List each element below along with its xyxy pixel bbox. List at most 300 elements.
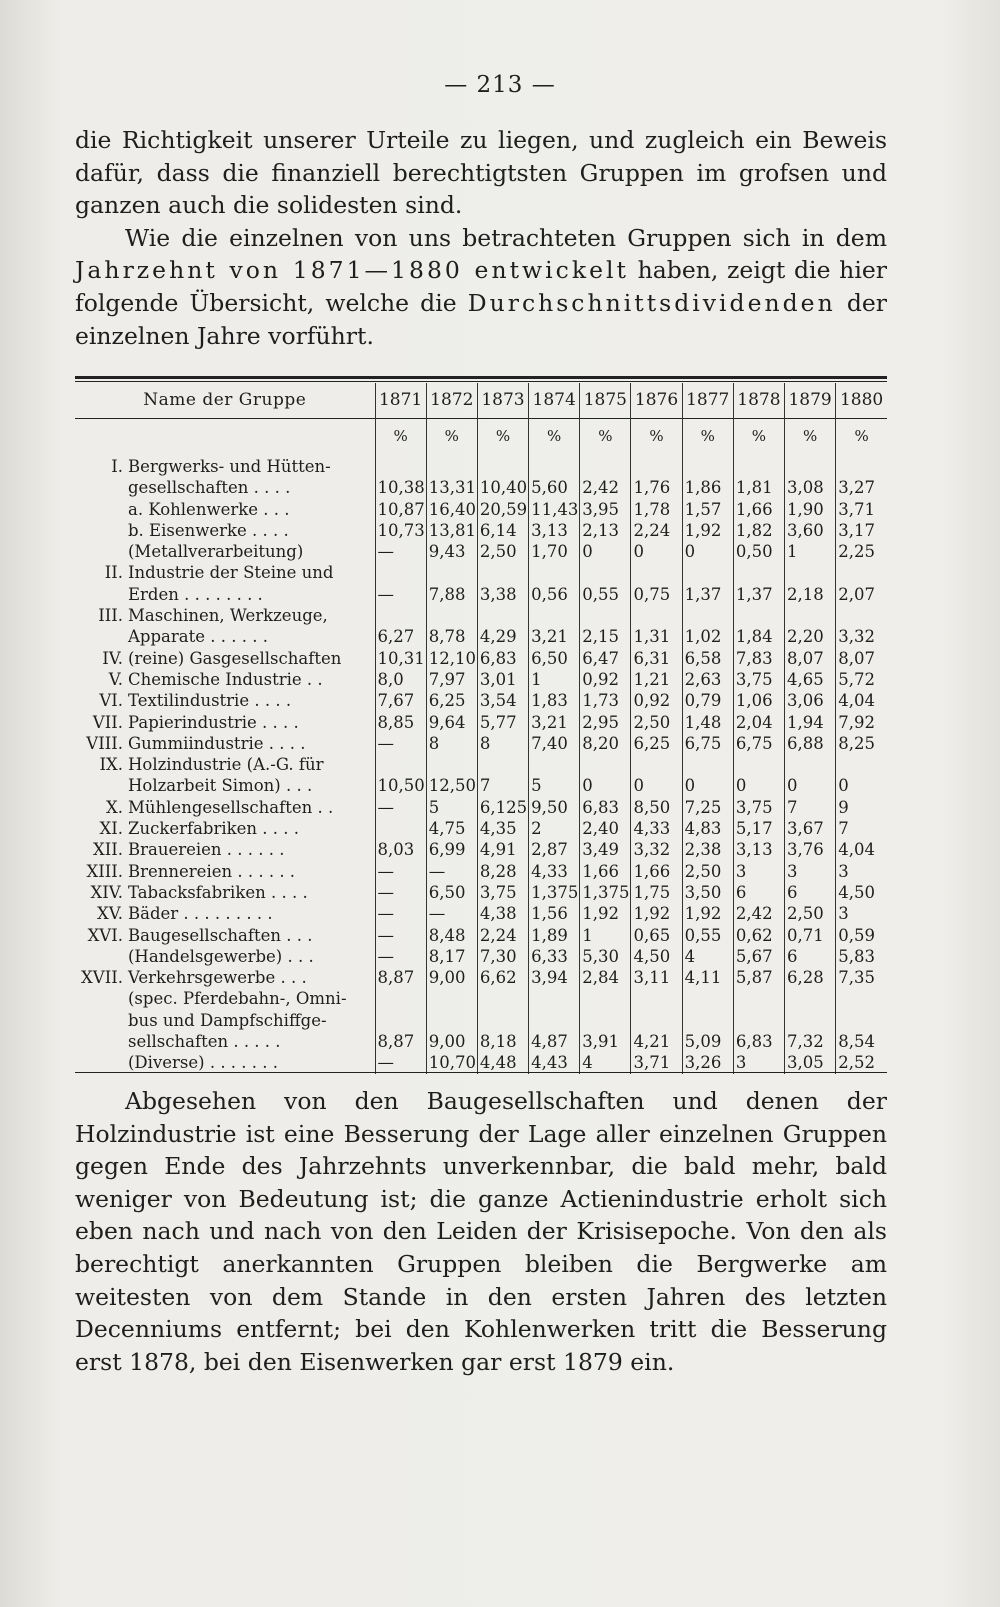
group-name-cell [75, 1010, 375, 1031]
dividend-value [375, 562, 426, 583]
dividend-value: 4,04 [836, 690, 887, 711]
dividend-value: 4,43 [529, 1052, 580, 1073]
group-name-cell [75, 648, 375, 669]
dividend-value: 2,95 [580, 712, 631, 733]
dividend-value: — [426, 903, 477, 924]
dividend-value [785, 754, 836, 775]
dividend-value: 10,40 [477, 477, 528, 498]
dividend-value: 1,78 [631, 499, 682, 520]
paragraph-3: Abgesehen von den Baugesellschaften und denen der Holzindustrie ist eine Besserung der Lage aller einzelnen Gruppen gegen Ende des Jahrzehnts unverkennbar, die bald mehr, bald weniger von Bedeutung ist; die ganze Actienindustrie erholt sich eben nach und nach von den Leiden der Krisisepoche. Von den als berechtigt anerkannten Gruppen bleiben die Bergwerke am weitesten von dem Stande in den ersten Jahren des letzten Decenniums entfernt; bei den Kohlenwerken tritt die Besserung erst 1878, bei den Eisenwerken gar erst 1879 ein. [75, 1087, 887, 1376]
dividend-value: 3,54 [477, 690, 528, 711]
group-label: Textilindustrie . . . . [128, 691, 292, 711]
group-numeral: XVII. [81, 968, 123, 988]
dividend-value: 0,92 [580, 669, 631, 690]
dividend-value: 4,65 [785, 669, 836, 690]
group-label: (reine) Gasgesellschaften [128, 648, 342, 668]
dividend-value: 2,84 [580, 967, 631, 988]
dividend-value: 4,33 [529, 861, 580, 882]
dividend-value: 8 [426, 733, 477, 754]
percent-unit: % [631, 416, 682, 456]
dividend-value [785, 605, 836, 626]
dividend-value: 1,92 [631, 903, 682, 924]
table-row [75, 818, 887, 839]
dividend-value: 5 [426, 797, 477, 818]
dividend-value: 1,70 [529, 541, 580, 562]
dividend-value: 3,11 [631, 967, 682, 988]
dividend-value: 3,05 [785, 1052, 836, 1073]
group-name-cell [75, 754, 375, 775]
group-label: Maschinen, Werkzeuge, [128, 606, 328, 626]
dividend-value: 2,25 [836, 541, 887, 562]
dividend-value: 3,32 [631, 839, 682, 860]
dividend-value: 0,92 [631, 690, 682, 711]
dividend-value: 1,31 [631, 626, 682, 647]
dividend-value: 2,13 [580, 520, 631, 541]
group-name-cell [75, 861, 375, 882]
dividend-value: 0,75 [631, 584, 682, 605]
conclusion-text [75, 1085, 887, 1378]
dividend-value: 9,43 [426, 541, 477, 562]
percent-unit: % [375, 416, 426, 456]
dividend-value [733, 988, 784, 1009]
dividend-value: 4 [682, 946, 733, 967]
dividend-value [375, 754, 426, 775]
dividend-value: 1,21 [631, 669, 682, 690]
group-numeral: VII. [92, 712, 123, 732]
group-numeral: X. [106, 797, 123, 817]
dividend-value: 6,99 [426, 839, 477, 860]
group-label: a. Kohlenwerke . . . [128, 499, 290, 519]
dividend-value: 7,67 [375, 690, 426, 711]
dividend-value: 10,87 [375, 499, 426, 520]
dividend-value: 0,55 [682, 925, 733, 946]
dividend-value: 5,83 [836, 946, 887, 967]
dividend-value: 2,07 [836, 584, 887, 605]
dividend-value: 9,50 [529, 797, 580, 818]
dividend-value [733, 605, 784, 626]
group-name-cell [75, 477, 375, 498]
dividend-value: 4,50 [631, 946, 682, 967]
dividend-value: 3 [733, 861, 784, 882]
dividend-value: 8,07 [785, 648, 836, 669]
dividend-value: 0,50 [733, 541, 784, 562]
dividend-value: 4,33 [631, 818, 682, 839]
dividend-value: 0,79 [682, 690, 733, 711]
dividend-value: 1,66 [733, 499, 784, 520]
dividend-value: 10,50 [375, 775, 426, 796]
dividend-value: 13,81 [426, 520, 477, 541]
dividend-value [375, 1010, 426, 1031]
group-label: Tabacksfabriken . . . . [128, 882, 308, 902]
dividend-value [477, 605, 528, 626]
dividend-value [631, 754, 682, 775]
table-row [75, 754, 887, 775]
dividend-value: 3,01 [477, 669, 528, 690]
dividend-value: 4,04 [836, 839, 887, 860]
group-name-cell [75, 925, 375, 946]
dividend-value [836, 456, 887, 477]
dividend-value: 9,00 [426, 967, 477, 988]
dividend-value: 1,84 [733, 626, 784, 647]
dividend-value: 2,38 [682, 839, 733, 860]
group-numeral: IV. [102, 648, 123, 668]
group-name-cell [75, 903, 375, 924]
dividend-value: 1,66 [631, 861, 682, 882]
group-numeral: XVI. [87, 925, 123, 945]
percent-unit: % [529, 416, 580, 456]
dividend-value: 3,91 [580, 1031, 631, 1052]
dividend-value [580, 456, 631, 477]
dividend-value: 7,83 [733, 648, 784, 669]
group-numeral: II. [104, 563, 123, 583]
table-row [75, 1052, 887, 1073]
table-row [75, 946, 887, 967]
dividend-value: 7 [785, 797, 836, 818]
dividend-value: 2,15 [580, 626, 631, 647]
column-header-year: 1879 [785, 383, 836, 416]
dividend-value: 0 [733, 775, 784, 796]
dividend-value: 3 [836, 861, 887, 882]
dividend-value: 3,32 [836, 626, 887, 647]
dividend-value: — [375, 733, 426, 754]
dividend-value: 3,13 [733, 839, 784, 860]
dividend-value: 7 [836, 818, 887, 839]
dividend-value: 10,73 [375, 520, 426, 541]
dividend-value: 2,04 [733, 712, 784, 733]
table-row [75, 1031, 887, 1052]
table-row [75, 861, 887, 882]
dividend-value: 3,17 [836, 520, 887, 541]
dividend-value: 8,0 [375, 669, 426, 690]
dividend-value: — [375, 882, 426, 903]
dividend-value: 10,70 [426, 1052, 477, 1073]
dividend-value: 1,375 [580, 882, 631, 903]
dividend-value: 5,60 [529, 477, 580, 498]
dividend-value: — [375, 925, 426, 946]
dividend-value: 0 [580, 541, 631, 562]
dividend-value: 1,86 [682, 477, 733, 498]
group-name-cell [75, 626, 375, 647]
dividend-value: 8,28 [477, 861, 528, 882]
dividend-value: 1,48 [682, 712, 733, 733]
dividend-value: 6,83 [733, 1031, 784, 1052]
group-label: Brennereien . . . . . . [128, 861, 296, 881]
dividend-value [529, 562, 580, 583]
dividend-value: — [375, 1052, 426, 1073]
group-name-cell [75, 775, 375, 796]
dividend-value: 8,87 [375, 967, 426, 988]
dividend-value: 3,71 [631, 1052, 682, 1073]
table-row [75, 712, 887, 733]
dividend-value: 4,75 [426, 818, 477, 839]
table-row [75, 499, 887, 520]
column-header-year: 1875 [580, 383, 631, 416]
dividend-value [631, 562, 682, 583]
group-label: Gummiindustrie . . . . [128, 733, 306, 753]
dividend-value: 3,60 [785, 520, 836, 541]
table-top-rule-thin [75, 381, 887, 382]
dividend-value: 6,50 [529, 648, 580, 669]
dividend-value: 3,21 [529, 626, 580, 647]
dividend-value: 8,25 [836, 733, 887, 754]
table-row [75, 733, 887, 754]
dividend-value: 5,30 [580, 946, 631, 967]
table-row [75, 520, 887, 541]
group-numeral: V. [108, 669, 123, 689]
paragraph-2-c: der einzelnen Jahre vorführt. [75, 288, 887, 350]
group-name-cell [75, 818, 375, 839]
dividend-value: 4,35 [477, 818, 528, 839]
table-row [75, 1010, 887, 1031]
dividend-value: 7,35 [836, 967, 887, 988]
dividend-value [426, 562, 477, 583]
percent-unit: % [785, 416, 836, 456]
dividend-value: 0 [785, 775, 836, 796]
dividend-value: 2,52 [836, 1052, 887, 1073]
dividend-value: 6,58 [682, 648, 733, 669]
table-row [75, 648, 887, 669]
table-row [75, 562, 887, 583]
dividend-value: 7,92 [836, 712, 887, 733]
dividend-value: 8,03 [375, 839, 426, 860]
group-name-cell [75, 605, 375, 626]
dividend-value: 2,40 [580, 818, 631, 839]
group-name-cell [75, 1031, 375, 1052]
dividend-value: 3,67 [785, 818, 836, 839]
table-row [75, 669, 887, 690]
group-name-cell [75, 882, 375, 903]
dividend-value: 1,83 [529, 690, 580, 711]
dividend-value [631, 456, 682, 477]
group-label: bus und Dampfschiffge- [128, 1010, 327, 1030]
dividend-value [580, 562, 631, 583]
dividend-value: 0 [682, 541, 733, 562]
percent-unit: % [682, 416, 733, 456]
table-row [75, 925, 887, 946]
dividend-value: 4 [580, 1052, 631, 1073]
dividend-value: 13,31 [426, 477, 477, 498]
dividend-value [836, 605, 887, 626]
dividend-value: 1 [529, 669, 580, 690]
group-name-cell [75, 733, 375, 754]
dividend-value [477, 562, 528, 583]
group-numeral: XV. [96, 904, 123, 924]
dividend-value: 6,75 [733, 733, 784, 754]
unit-row [75, 416, 887, 456]
dividend-value [682, 605, 733, 626]
group-name-cell [75, 988, 375, 1009]
dividend-value: 3,26 [682, 1052, 733, 1073]
dividend-value: 6,50 [426, 882, 477, 903]
dividend-value: 6,31 [631, 648, 682, 669]
column-header-year: 1877 [682, 383, 733, 416]
dividend-value: 8,07 [836, 648, 887, 669]
dividend-value: 1,89 [529, 925, 580, 946]
dividend-value: 2,42 [580, 477, 631, 498]
dividend-value: 1 [580, 925, 631, 946]
table-top-rule [75, 376, 887, 379]
dividend-value: 3,75 [733, 797, 784, 818]
dividend-value: 9 [836, 797, 887, 818]
group-numeral: IX. [99, 755, 123, 775]
table-row [75, 797, 887, 818]
dividend-value: 12,50 [426, 775, 477, 796]
dividend-value: 0 [682, 775, 733, 796]
dividend-value: 12,10 [426, 648, 477, 669]
group-numeral: XIV. [90, 882, 123, 902]
dividend-value: 8,54 [836, 1031, 887, 1052]
dividend-value: — [375, 541, 426, 562]
table-row [75, 988, 887, 1009]
dividend-value: 3,71 [836, 499, 887, 520]
dividend-value: 6,83 [477, 648, 528, 669]
dividend-value [375, 456, 426, 477]
dividend-value [733, 754, 784, 775]
dividend-value: 8,18 [477, 1031, 528, 1052]
dividend-value: 3,94 [529, 967, 580, 988]
dividend-value: 1,37 [682, 584, 733, 605]
dividend-value: 0,56 [529, 584, 580, 605]
dividend-value: 4,29 [477, 626, 528, 647]
table-row [75, 903, 887, 924]
dividend-value: 1,75 [631, 882, 682, 903]
dividend-value [529, 456, 580, 477]
dividend-value: 1,56 [529, 903, 580, 924]
dividend-value: 1,66 [580, 861, 631, 882]
dividend-value [785, 1010, 836, 1031]
dividend-value: 8,85 [375, 712, 426, 733]
group-name-cell [75, 541, 375, 562]
dividend-value: 8,78 [426, 626, 477, 647]
group-label: Zuckerfabriken . . . . [128, 819, 300, 839]
dividend-value: 6,125 [477, 797, 528, 818]
column-header-year: 1873 [477, 383, 528, 416]
dividend-value: 2,24 [631, 520, 682, 541]
dividend-value: 9,00 [426, 1031, 477, 1052]
dividend-value: 1,37 [733, 584, 784, 605]
paragraph-1: die Richtigkeit unserer Urteile zu liegen, und zugleich ein Beweis dafür, dass die finanziell berechtigtsten Gruppen im grofsen und ganzen auch die solidesten sind. [75, 126, 887, 220]
dividend-value [836, 1010, 887, 1031]
dividend-value: 1,76 [631, 477, 682, 498]
group-label: Bergwerks- und Hütten- [128, 457, 331, 476]
dividend-value: 2,50 [785, 903, 836, 924]
dividend-value: 0 [631, 775, 682, 796]
dividend-value: 3,75 [733, 669, 784, 690]
dividend-value: 3 [836, 903, 887, 924]
dividend-table [75, 383, 887, 1074]
dividend-value: 2,50 [477, 541, 528, 562]
dividend-value: 16,40 [426, 499, 477, 520]
group-label: Erden . . . . . . . . [128, 584, 263, 604]
dividend-value [529, 754, 580, 775]
group-label: (spec. Pferdebahn-, Omni- [128, 989, 347, 1009]
table-row [75, 626, 887, 647]
dividend-value: 7,30 [477, 946, 528, 967]
dividend-value: 8,48 [426, 925, 477, 946]
dividend-value: 1,94 [785, 712, 836, 733]
group-label: Brauereien . . . . . . [128, 840, 285, 860]
dividend-value: 1,57 [682, 499, 733, 520]
dividend-value: 1,73 [580, 690, 631, 711]
group-label: sellschaften . . . . . [128, 1032, 281, 1052]
group-name-cell [75, 712, 375, 733]
dividend-value [836, 754, 887, 775]
dividend-value [785, 988, 836, 1009]
dividend-value: — [375, 797, 426, 818]
dividend-value [426, 988, 477, 1009]
table-header-row [75, 383, 887, 416]
column-header-year: 1874 [529, 383, 580, 416]
dividend-value: — [375, 903, 426, 924]
dividend-value [631, 1010, 682, 1031]
dividend-value: 0 [580, 775, 631, 796]
dividend-value: 4,48 [477, 1052, 528, 1073]
dividend-value: 6 [733, 882, 784, 903]
group-label: Industrie der Steine und [128, 563, 334, 583]
dividend-value: 4,11 [682, 967, 733, 988]
dividend-value: 3,21 [529, 712, 580, 733]
column-header-year: 1872 [426, 383, 477, 416]
dividend-value: 5,77 [477, 712, 528, 733]
group-name-cell [75, 520, 375, 541]
dividend-value [375, 605, 426, 626]
column-header-year: 1878 [733, 383, 784, 416]
dividend-value [375, 818, 426, 839]
dividend-value: 7 [477, 775, 528, 796]
dividend-value: 6 [785, 882, 836, 903]
dividend-value [836, 562, 887, 583]
group-name-cell [75, 669, 375, 690]
dividend-value: 2,20 [785, 626, 836, 647]
dividend-value [477, 1010, 528, 1031]
dividend-value: 20,59 [477, 499, 528, 520]
group-numeral: VIII. [86, 733, 123, 753]
column-header-year: 1876 [631, 383, 682, 416]
dividend-value [426, 754, 477, 775]
dividend-value: 3 [733, 1052, 784, 1073]
page-number: — 213 — [444, 72, 556, 98]
dividend-value: 5,17 [733, 818, 784, 839]
group-label: Papierindustrie . . . . [128, 712, 299, 732]
dividend-value: 6 [785, 946, 836, 967]
group-label: Mühlengesellschaften . . [128, 797, 334, 817]
dividend-value: 1,90 [785, 499, 836, 520]
dividend-value: 6,47 [580, 648, 631, 669]
dividend-value: 3,75 [477, 882, 528, 903]
group-label: b. Eisenwerke . . . . [128, 520, 289, 540]
dividend-value: 0,62 [733, 925, 784, 946]
group-numeral: I. [111, 457, 123, 476]
dividend-value: 4,21 [631, 1031, 682, 1052]
dividend-value: 11,43 [529, 499, 580, 520]
paragraph-2-a: Wie die einzelnen von uns betrachteten Gruppen sich in dem [125, 223, 887, 252]
dividend-value: 4,50 [836, 882, 887, 903]
dividend-value [631, 605, 682, 626]
table-body [75, 416, 887, 1074]
dividend-value: 8,17 [426, 946, 477, 967]
percent-unit: % [733, 416, 784, 456]
dividend-value: 0,65 [631, 925, 682, 946]
group-label: Chemische Industrie . . [128, 669, 323, 689]
dividend-value: 7,88 [426, 584, 477, 605]
dividend-value [682, 562, 733, 583]
group-label: Baugesellschaften . . . [128, 925, 313, 945]
dividend-value: 5 [529, 775, 580, 796]
dividend-value: 3,06 [785, 690, 836, 711]
group-name-cell [75, 967, 375, 988]
dividend-value: 4,83 [682, 818, 733, 839]
table-row [75, 775, 887, 796]
